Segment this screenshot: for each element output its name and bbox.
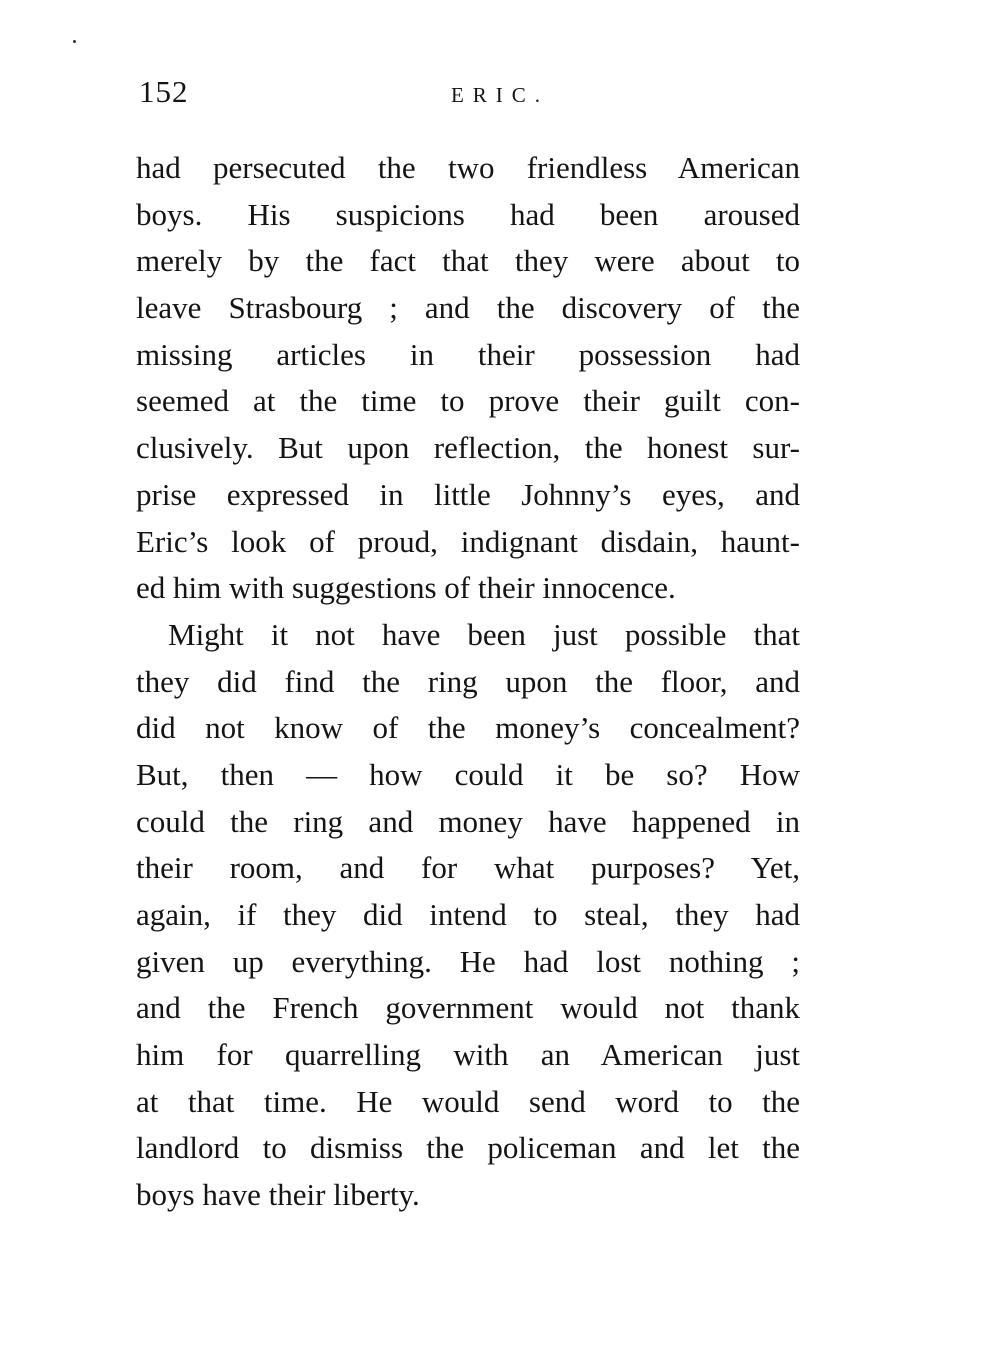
running-title: ERIC. xyxy=(450,83,550,107)
text-line: again, if they did intend to steal, they had xyxy=(136,897,800,932)
text-line: him for quarrelling with an American just xyxy=(136,1037,800,1073)
text-line: had persecuted the two friendless American xyxy=(136,150,800,185)
text-line: at that time. He would send word to the xyxy=(136,1083,800,1119)
text-line: could the ring and money have happened in xyxy=(136,803,800,839)
text-line: leave Strasbourg ; and the discovery of the xyxy=(136,290,800,326)
page-number: 152 xyxy=(139,74,189,109)
text-line: boys have their liberty. xyxy=(136,1177,420,1213)
text-line: But, then — how could it be so? How xyxy=(136,756,800,792)
text-line: seemed at the time to prove their guilt con- xyxy=(136,383,800,419)
text-line: merely by the fact that they were about to xyxy=(136,243,800,279)
text-line: they did find the ring upon the floor, and xyxy=(136,663,800,699)
text-line: boys. His suspicions had been aroused xyxy=(136,196,800,232)
text-line: prise expressed in little Johnny’s eyes, and xyxy=(136,476,800,512)
print-speck xyxy=(73,40,76,43)
text-line: missing articles in their possession had xyxy=(136,336,800,372)
text-line: given up everything. He had lost nothing ; xyxy=(136,943,800,979)
text-line: landlord to dismiss the policeman and let the xyxy=(136,1130,800,1166)
text-line: clusively. But upon reflection, the honest sur- xyxy=(136,430,800,466)
text-line: did not know of the money’s concealment? xyxy=(136,710,800,746)
text-line: ed him with suggestions of their innocence. xyxy=(136,570,676,606)
text-line: their room, and for what purposes? Yet, xyxy=(136,850,800,886)
text-line: and the French government would not thank xyxy=(136,990,800,1026)
text-line: Eric’s look of proud, indignant disdain, haunt- xyxy=(136,523,800,559)
text-line: Might it not have been just possible that xyxy=(168,616,800,652)
body-text xyxy=(136,145,800,1219)
